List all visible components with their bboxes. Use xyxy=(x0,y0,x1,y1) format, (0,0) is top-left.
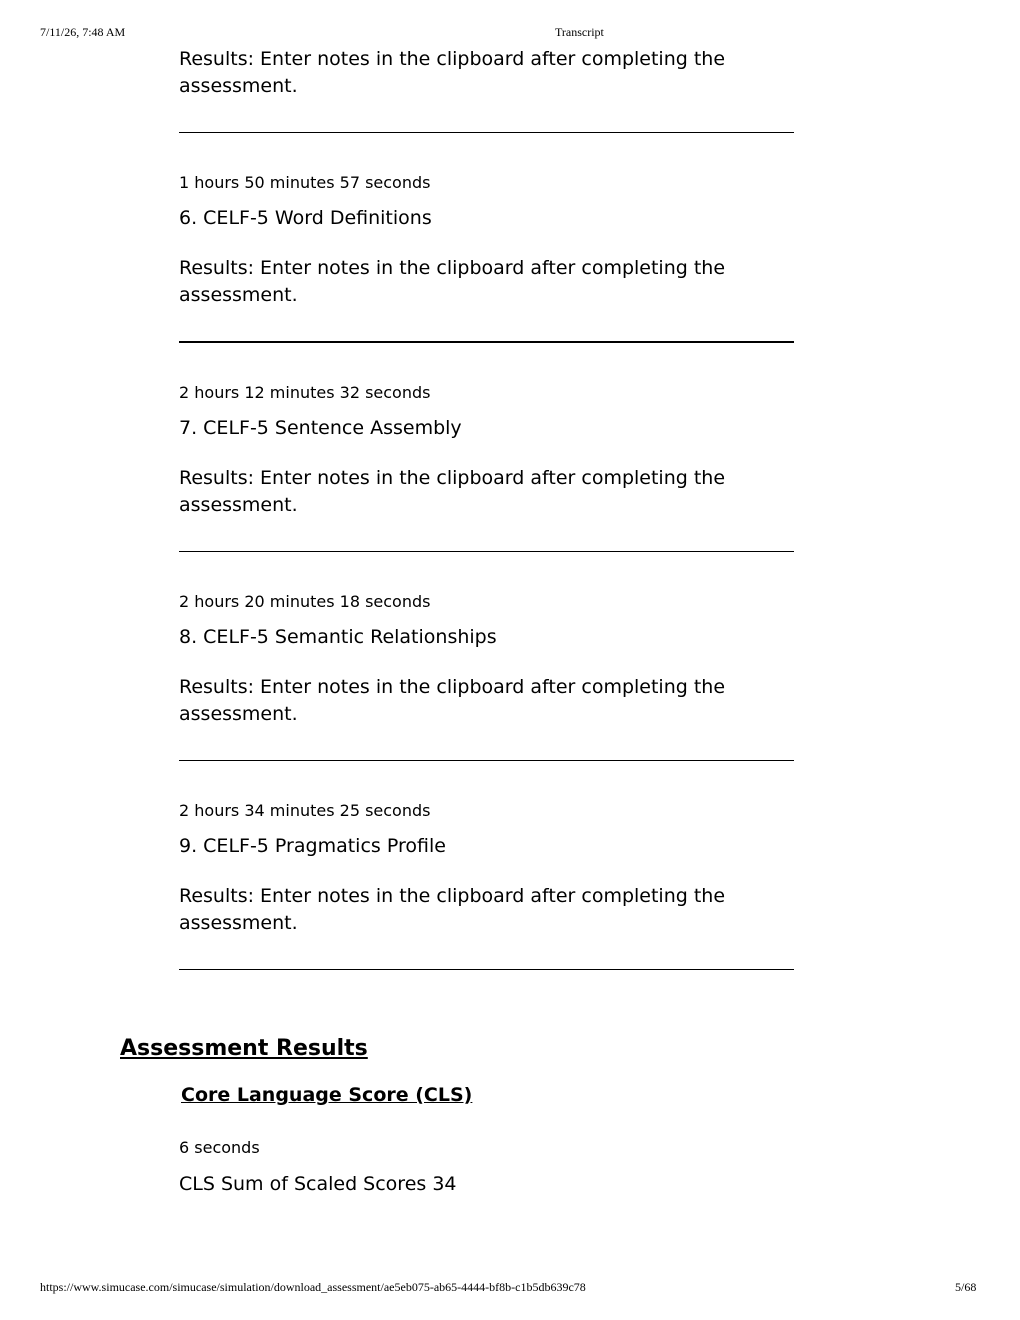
transcript-entry xyxy=(179,173,794,343)
results-note: Results: Enter notes in the clipboard after completing the assessment. xyxy=(179,48,726,97)
cls-timestamp: 6 seconds xyxy=(179,1138,260,1157)
entry-title: 8. CELF-5 Semantic Relationships xyxy=(179,626,497,648)
entry-title: 9. CELF-5 Pragmatics Profile xyxy=(179,835,446,857)
entry-timestamp: 1 hours 50 minutes 57 seconds xyxy=(179,173,431,192)
assessment-results-heading: Assessment Results xyxy=(120,1036,368,1061)
transcript-entry xyxy=(179,592,794,761)
entry-timestamp: 2 hours 12 minutes 32 seconds xyxy=(179,383,431,402)
divider xyxy=(179,341,794,343)
entry-title: 6. CELF-5 Word Definitions xyxy=(179,207,432,229)
entry-title: 7. CELF-5 Sentence Assembly xyxy=(179,417,462,439)
divider xyxy=(179,760,794,761)
entry-timestamp: 2 hours 20 minutes 18 seconds xyxy=(179,592,431,611)
entry-timestamp: 2 hours 34 minutes 25 seconds xyxy=(179,801,431,820)
results-note: Results: Enter notes in the clipboard after completing the assessment. xyxy=(179,885,726,934)
print-datetime: 7/11/26, 7:48 AM xyxy=(40,25,126,39)
cls-subheading: Core Language Score (CLS) xyxy=(181,1084,473,1106)
print-url: https://www.simucase.com/simucase/simulation/download_assessment/ae5eb075-ab65-4444-bf8b-c1b5db639c78 xyxy=(40,1280,586,1294)
transcript-entry xyxy=(179,801,794,970)
page-number: 5/68 xyxy=(955,1280,977,1294)
cls-sum-scaled-scores: CLS Sum of Scaled Scores 34 xyxy=(179,1173,457,1195)
transcript-content xyxy=(179,46,794,970)
divider xyxy=(179,551,794,552)
print-title: Transcript xyxy=(555,25,604,39)
results-note: Results: Enter notes in the clipboard after completing the assessment. xyxy=(179,676,726,725)
divider xyxy=(179,969,794,970)
results-note: Results: Enter notes in the clipboard after completing the assessment. xyxy=(179,257,726,306)
transcript-entry xyxy=(179,383,794,552)
results-note: Results: Enter notes in the clipboard after completing the assessment. xyxy=(179,467,726,516)
divider xyxy=(179,132,794,133)
